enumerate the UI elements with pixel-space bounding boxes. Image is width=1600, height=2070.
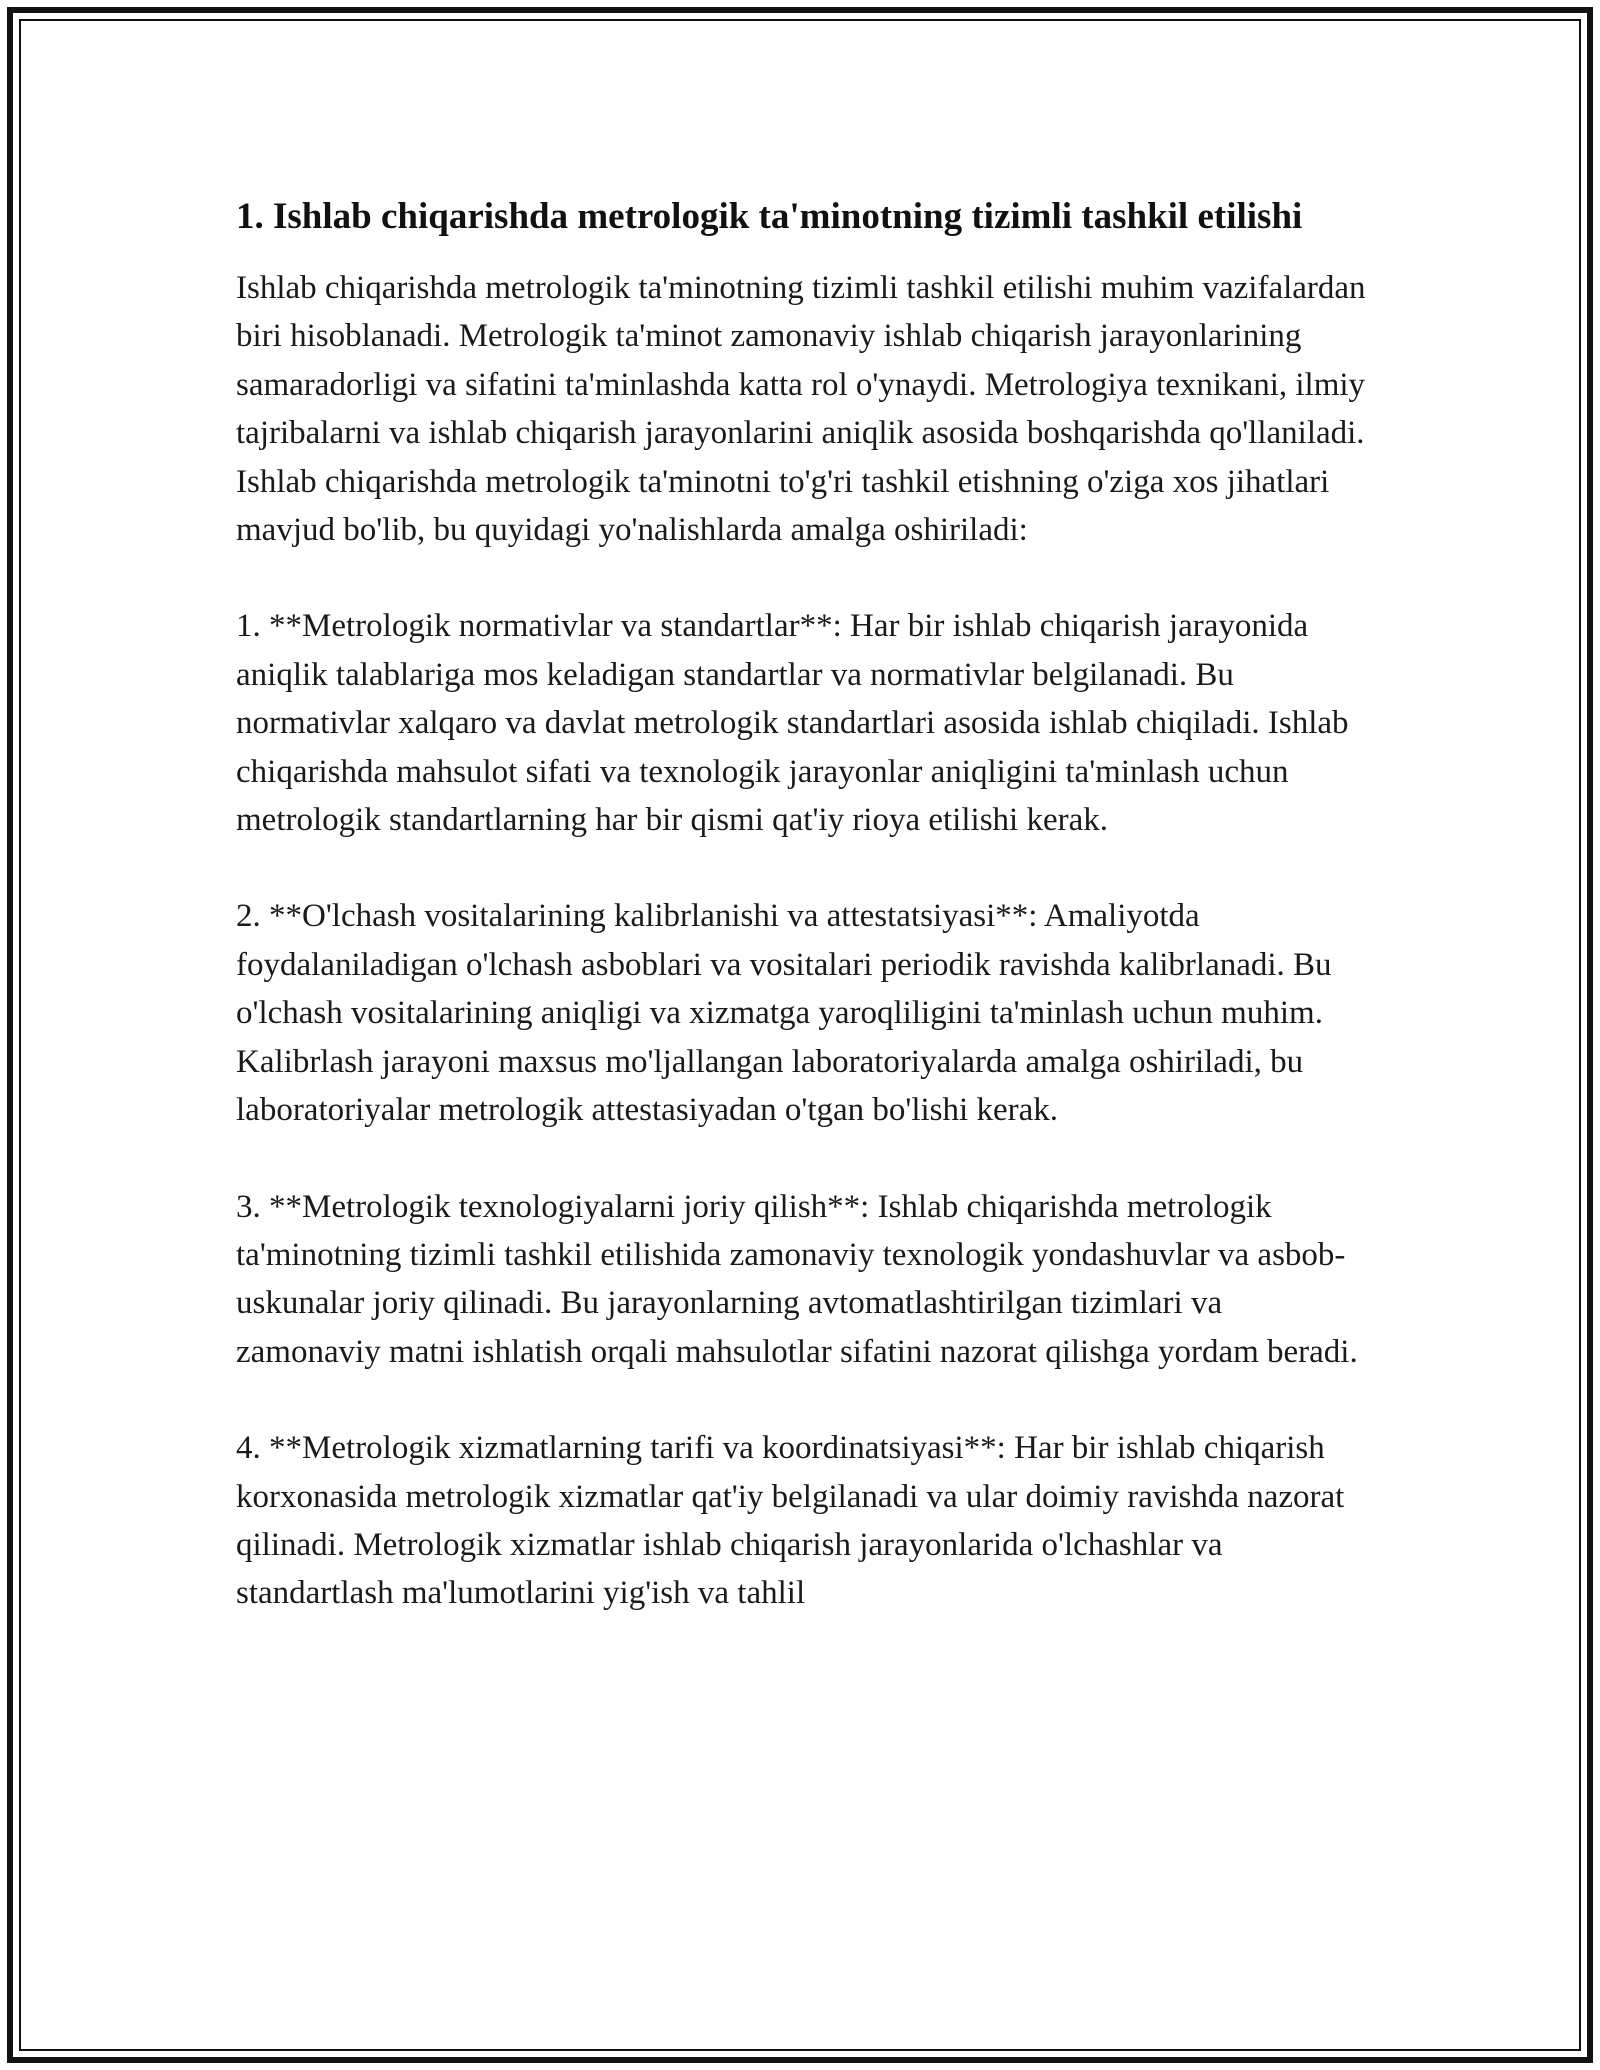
list-item-3: 3. **Metrologik texnologiyalarni joriy qilish**: Ishlab chiqarishda metrologik ta'minotning tizimli tashkil etilishida zamonaviy texnologik yondashuvlar va asbob-uskunalar joriy qilinadi. Bu jarayonlarning avtomatlashtirilgan tizimlari va zamonaviy matni ishlatish orqali mahsulotlar sifatini nazorat qilishga yordam beradi.	[236, 1188, 1358, 1370]
list-item-1: 1. **Metrologik normativlar va standartlar**: Har bir ishlab chiqarish jarayonida aniqlik talablariga mos keladigan standartlar va normativlar belgilanadi. Bu normativlar xalqaro va davlat metrologik standartlari asosida ishlab chiqiladi. Ishlab chiqarishda mahsulot sifati va texnologik jarayonlar aniqligini ta'minlash uchun metrologik standartlarning har bir qismi qat'iy rioya etilishi kerak.	[236, 608, 1349, 839]
intro-paragraph: Ishlab chiqarishda metrologik ta'minotning tizimli tashkil etilishi muhim vazifalardan biri hisoblanadi. Metrologik ta'minot zamonaviy ishlab chiqarish jarayonlarining samaradorligi va sifatini ta'minlashda katta rol o'ynaydi. Metrologiya texnikani, ilmiy tajribalarni va ishlab chiqarish jarayonlarini aniqlik asosida boshqarishda qo'llaniladi. Ishlab chiqarishda metrologik ta'minotni to'g'ri tashkil etishning o'ziga xos jihatlari mavjud bo'lib, bu quyidagi yo'nalishlarda amalga oshiriladi:	[236, 270, 1366, 549]
document-body	[236, 190, 1366, 1666]
document-title: 1. Ishlab chiqarishda metrologik ta'minotning tizimli tashkil etilishi	[236, 196, 1303, 237]
list-item-2: 2. **O'lchash vositalarining kalibrlanishi va attestatsiyasi**: Amaliyotda foydalaniladigan o'lchash asboblari va vositalari periodik ravishda kalibrlanadi. Bu o'lchash vositalarining aniqligi va xizmatga yaroqliligini ta'minlash uchun muhim. Kalibrlash jarayoni maxsus mo'ljallangan laboratoriyalarda amalga oshiriladi, bu laboratoriyalar metrologik attestasiyadan o'tgan bo'lishi kerak.	[236, 898, 1332, 1129]
list-item-4: 4. **Metrologik xizmatlarning tarifi va koordinatsiyasi**: Har bir ishlab chiqarish korxonasida metrologik xizmatlar qat'iy belgilanadi va ular doimiy ravishda nazorat qilinadi. Metrologik xizmatlar ishlab chiqarish jarayonlarida o'lchashlar va standartlash ma'lumotlarini yig'ish va tahlil	[236, 1430, 1345, 1612]
